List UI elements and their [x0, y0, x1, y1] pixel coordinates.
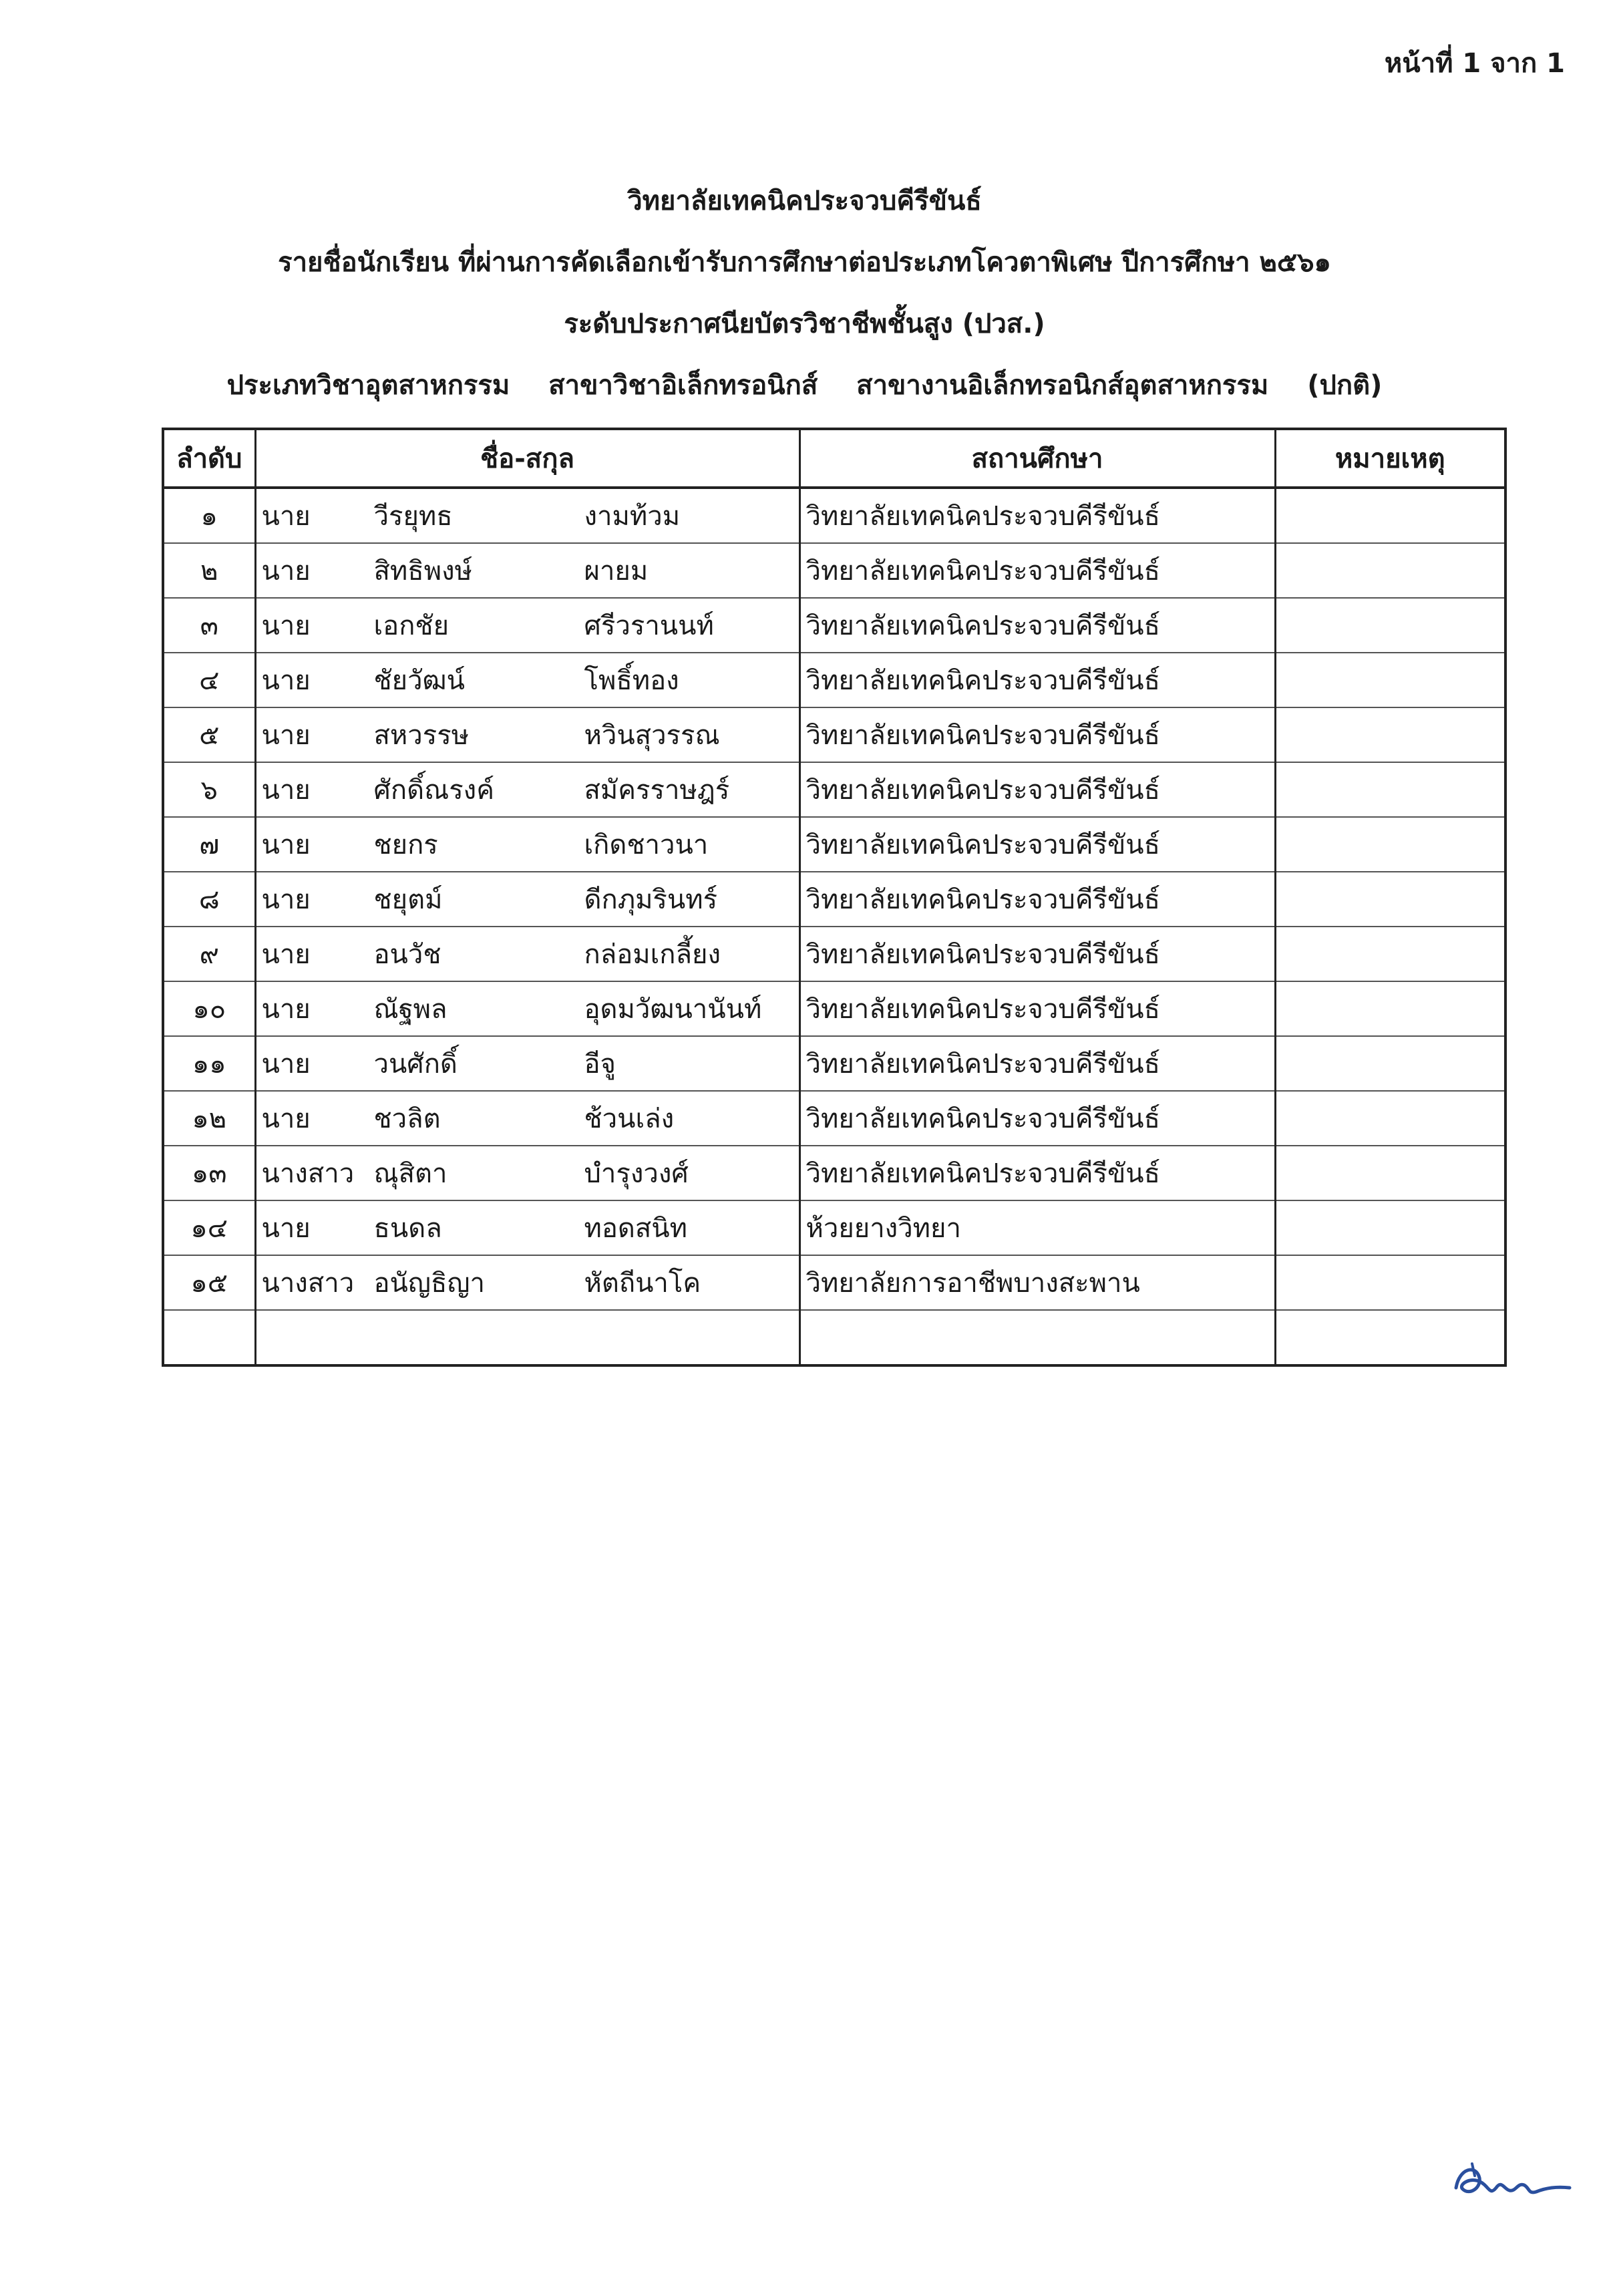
header-program-field: สาขางานอิเล็กทรอนิกส์อุตสาหกรรม — [856, 370, 1269, 401]
table-row — [163, 817, 1505, 872]
row-school: วิทยาลัยเทคนิคประจวบคีรีขันธ์ — [799, 598, 1275, 653]
column-header-sequence: ลำดับ — [163, 429, 255, 488]
row-school: วิทยาลัยเทคนิคประจวบคีรีขันธ์ — [799, 488, 1275, 543]
document-header — [0, 170, 1609, 416]
row-name — [255, 653, 799, 707]
row-sequence: ๑๐ — [163, 981, 255, 1036]
name-prefix: นาย — [261, 501, 311, 532]
table-row — [163, 872, 1505, 927]
table-row — [163, 653, 1505, 707]
last-name: สมัครราษฎร์ — [584, 775, 730, 806]
name-prefix: นาย — [261, 665, 311, 696]
row-school: วิทยาลัยเทคนิคประจวบคีรีขันธ์ — [799, 872, 1275, 927]
row-remark — [1275, 488, 1505, 543]
name-prefix: นาย — [261, 611, 311, 641]
name-prefix: นาย — [261, 1104, 311, 1134]
row-name — [255, 762, 799, 817]
last-name: ช้วนเล่ง — [584, 1104, 675, 1134]
row-remark — [1275, 653, 1505, 707]
header-program-type: ประเภทวิชาอุตสาหกรรม — [226, 370, 510, 401]
row-school: วิทยาลัยการอาชีพบางสะพาน — [799, 1255, 1275, 1310]
row-sequence: ๑๒ — [163, 1091, 255, 1146]
row-name — [255, 1310, 799, 1365]
row-sequence: ๗ — [163, 817, 255, 872]
first-name: ชยกร — [373, 830, 438, 860]
row-name — [255, 543, 799, 598]
row-remark — [1275, 1146, 1505, 1200]
row-name — [255, 707, 799, 762]
table-row — [163, 1146, 1505, 1200]
table-row — [163, 707, 1505, 762]
last-name: ผายม — [584, 556, 649, 587]
row-sequence: ๕ — [163, 707, 255, 762]
header-program-mode: (ปกติ) — [1307, 370, 1383, 401]
table-row — [163, 1200, 1505, 1255]
row-sequence: ๓ — [163, 598, 255, 653]
name-prefix: นาย — [261, 1049, 311, 1080]
row-school — [799, 1310, 1275, 1365]
first-name: ชยุตม์ — [373, 884, 443, 915]
table-row — [163, 543, 1505, 598]
last-name: กล่อมเกลี้ยง — [584, 939, 721, 970]
name-prefix: นาย — [261, 830, 311, 860]
row-remark — [1275, 598, 1505, 653]
first-name: วีรยุทธ — [373, 501, 453, 532]
column-header-school: สถานศึกษา — [799, 429, 1275, 488]
row-school: วิทยาลัยเทคนิคประจวบคีรีขันธ์ — [799, 981, 1275, 1036]
row-school: ห้วยยางวิทยา — [799, 1200, 1275, 1255]
row-sequence: ๑๔ — [163, 1200, 255, 1255]
row-name — [255, 1146, 799, 1200]
student-list-table — [162, 428, 1507, 1367]
row-name — [255, 872, 799, 927]
column-header-name: ชื่อ-สกุล — [255, 429, 799, 488]
row-remark — [1275, 1036, 1505, 1091]
last-name: งามท้วม — [584, 501, 681, 532]
table-row — [163, 488, 1505, 543]
first-name: ณัฐพล — [373, 994, 448, 1025]
row-name — [255, 1036, 799, 1091]
header-list-title: รายชื่อนักเรียน ที่ผ่านการคัดเลือกเข้ารับการศึกษาต่อประเภทโควตาพิเศษ ปีการศึกษา ๒๕๖๑ — [278, 247, 1331, 278]
table-header-row — [163, 429, 1505, 488]
row-remark — [1275, 1255, 1505, 1310]
row-sequence: ๔ — [163, 653, 255, 707]
first-name: ณุสิตา — [373, 1158, 448, 1189]
row-school: วิทยาลัยเทคนิคประจวบคีรีขันธ์ — [799, 653, 1275, 707]
name-prefix: นาย — [261, 939, 311, 970]
table-row — [163, 1310, 1505, 1365]
row-name — [255, 817, 799, 872]
name-prefix: นาย — [261, 720, 311, 751]
first-name: อนัญธิญา — [373, 1268, 485, 1299]
first-name: ศักดิ์ณรงค์ — [373, 775, 494, 806]
name-prefix: นางสาว — [261, 1158, 355, 1189]
header-program-major: สาขาวิชาอิเล็กทรอนิกส์ — [548, 370, 818, 401]
last-name: บำรุงวงศ์ — [584, 1158, 689, 1189]
last-name: อีจู — [584, 1049, 616, 1080]
last-name: ศรีวรานนท์ — [584, 611, 714, 641]
table-row — [163, 762, 1505, 817]
first-name: ธนดล — [373, 1213, 442, 1244]
last-name: โพธิ์ทอง — [584, 665, 679, 696]
row-sequence: ๑๑ — [163, 1036, 255, 1091]
row-remark — [1275, 1091, 1505, 1146]
last-name: อุดมวัฒนานันท์ — [584, 994, 762, 1025]
row-remark — [1275, 872, 1505, 927]
table-row — [163, 927, 1505, 981]
header-program — [0, 355, 1609, 416]
last-name: ดีกภุมรินทร์ — [584, 884, 718, 915]
header-institution: วิทยาลัยเทคนิคประจวบคีรีขันธ์ — [627, 186, 982, 216]
row-sequence: ๘ — [163, 872, 255, 927]
row-sequence: ๑๓ — [163, 1146, 255, 1200]
row-name — [255, 1091, 799, 1146]
table-row — [163, 598, 1505, 653]
row-remark — [1275, 817, 1505, 872]
last-name: ทอดสนิท — [584, 1213, 687, 1244]
row-name — [255, 981, 799, 1036]
row-sequence: ๑ — [163, 488, 255, 543]
header-level: ระดับประกาศนียบัตรวิชาชีพชั้นสูง (ปวส.) — [564, 309, 1045, 339]
last-name: หัตถีนาโค — [584, 1268, 701, 1299]
table-row — [163, 1091, 1505, 1146]
table-row — [163, 981, 1505, 1036]
row-school: วิทยาลัยเทคนิคประจวบคีรีขันธ์ — [799, 817, 1275, 872]
row-remark — [1275, 1310, 1505, 1365]
page-number: หน้าที่ 1 จาก 1 — [1384, 48, 1565, 79]
row-name — [255, 488, 799, 543]
row-sequence: ๒ — [163, 543, 255, 598]
row-remark — [1275, 1200, 1505, 1255]
row-remark — [1275, 762, 1505, 817]
name-prefix: นางสาว — [261, 1268, 355, 1299]
column-header-remark: หมายเหตุ — [1275, 429, 1505, 488]
row-remark — [1275, 927, 1505, 981]
first-name: สิทธิพงษ์ — [373, 556, 472, 587]
table-row — [163, 1036, 1505, 1091]
row-school: วิทยาลัยเทคนิคประจวบคีรีขันธ์ — [799, 1091, 1275, 1146]
last-name: หวินสุวรรณ — [584, 720, 720, 751]
signature-icon — [1443, 2148, 1576, 2215]
row-name — [255, 1255, 799, 1310]
name-prefix: นาย — [261, 556, 311, 587]
first-name: เอกชัย — [373, 611, 449, 641]
row-remark — [1275, 543, 1505, 598]
first-name: วนศักดิ์ — [373, 1049, 458, 1080]
row-name — [255, 927, 799, 981]
first-name: อนวัช — [373, 939, 441, 970]
row-school: วิทยาลัยเทคนิคประจวบคีรีขันธ์ — [799, 762, 1275, 817]
first-name: ชัยวัฒน์ — [373, 665, 466, 696]
name-prefix: นาย — [261, 994, 311, 1025]
first-name: ชวลิต — [373, 1104, 441, 1134]
row-name — [255, 598, 799, 653]
name-prefix: นาย — [261, 884, 311, 915]
row-school: วิทยาลัยเทคนิคประจวบคีรีขันธ์ — [799, 1146, 1275, 1200]
row-sequence: ๖ — [163, 762, 255, 817]
row-remark — [1275, 981, 1505, 1036]
name-prefix: นาย — [261, 1213, 311, 1244]
row-sequence: ๑๕ — [163, 1255, 255, 1310]
row-school: วิทยาลัยเทคนิคประจวบคีรีขันธ์ — [799, 927, 1275, 981]
name-prefix: นาย — [261, 775, 311, 806]
row-school: วิทยาลัยเทคนิคประจวบคีรีขันธ์ — [799, 1036, 1275, 1091]
table-row — [163, 1255, 1505, 1310]
row-name — [255, 1200, 799, 1255]
row-school: วิทยาลัยเทคนิคประจวบคีรีขันธ์ — [799, 707, 1275, 762]
row-sequence — [163, 1310, 255, 1365]
row-school: วิทยาลัยเทคนิคประจวบคีรีขันธ์ — [799, 543, 1275, 598]
first-name: สหวรรษ — [373, 720, 470, 751]
row-sequence: ๙ — [163, 927, 255, 981]
last-name: เกิดชาวนา — [584, 830, 709, 860]
row-remark — [1275, 707, 1505, 762]
